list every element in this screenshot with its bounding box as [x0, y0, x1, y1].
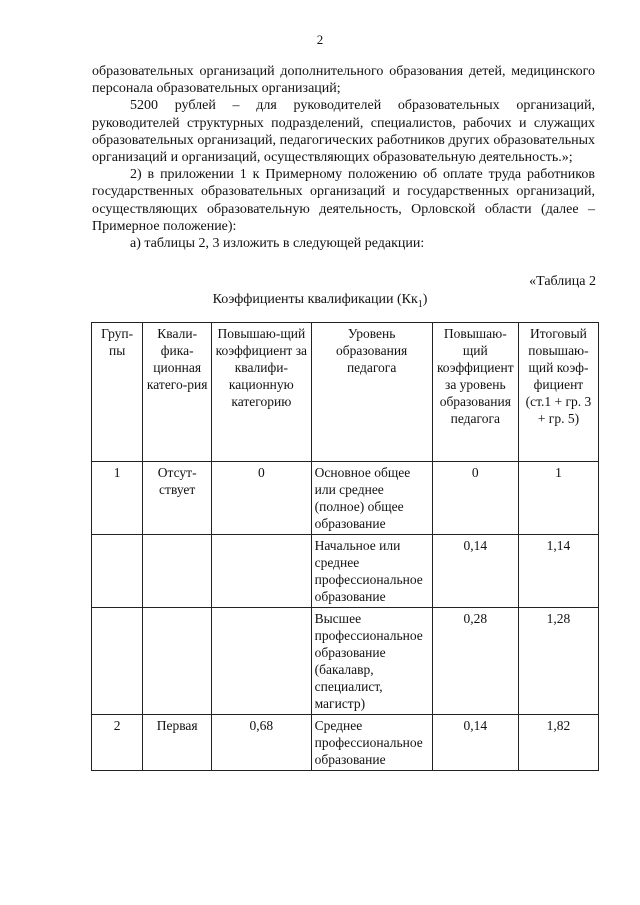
header-cell: Квали-фика-ционная катего-рия [143, 323, 212, 462]
header-cell: Повышаю-щий коэффициент за уровень образования педагога [432, 323, 518, 462]
cell-category-coefficient [212, 608, 312, 715]
table-label: «Таблица 2 [529, 274, 596, 289]
table-title-subscript: 1 [417, 298, 423, 310]
cell-category-coefficient: 0 [212, 462, 312, 535]
paragraph: 5200 рублей – для руководителей образовательных организаций, руководителей структурных подразделений, специалистов, рабочих и служащих образовательных организаций, педагогических работников других образовательных организаций и организаций, осуществляющих образовательную деятельность.»; [92, 98, 595, 166]
table-row [92, 462, 599, 535]
cell-education-level: Основное общее или среднее (полное) общее образование [311, 462, 432, 535]
cell-group [92, 535, 143, 608]
cell-group: 1 [92, 462, 143, 535]
cell-education-coefficient: 0,14 [432, 535, 518, 608]
cell-total-coefficient: 1,82 [518, 715, 598, 771]
cell-education-coefficient: 0,14 [432, 715, 518, 771]
cell-category-coefficient [212, 535, 312, 608]
cell-total-coefficient: 1,28 [518, 608, 598, 715]
cell-category-coefficient: 0,68 [212, 715, 312, 771]
cell-group: 2 [92, 715, 143, 771]
paragraph: а) таблицы 2, 3 изложить в следующей редакции: [130, 236, 425, 252]
cell-category [143, 608, 212, 715]
table-row [92, 535, 599, 608]
cell-education-coefficient: 0,28 [432, 608, 518, 715]
qualification-coefficients-table [91, 322, 599, 771]
cell-category: Первая [143, 715, 212, 771]
table-title-text: Коэффициенты квалификации (Кк [212, 292, 418, 307]
cell-education-level: Среднее профессиональное образование [311, 715, 432, 771]
header-cell: Итоговый повышаю-щий коэф-фициент (ст.1 + гр. 3 + гр. 5) [518, 323, 598, 462]
body-text [92, 63, 595, 252]
cell-total-coefficient: 1 [518, 462, 598, 535]
header-cell: Повышаю-щий коэффициент за квалифи-кационную категорию [212, 323, 312, 462]
table-header-row [92, 323, 599, 462]
table-row [92, 715, 599, 771]
table-row [92, 608, 599, 715]
paragraph: образовательных организаций дополнительного образования детей, медицинского персонала образовательных организаций; [92, 64, 595, 97]
header-cell: Уровень образования педагога [311, 323, 432, 462]
paragraph: 2) в приложении 1 к Примерному положению об оплате труда работников государственных образовательных организаций и государственных организаций, осуществляющих образовательную деятельность, Орловской области (далее – Примерное положение): [92, 167, 595, 234]
cell-category [143, 535, 212, 608]
cell-education-level: Высшее профессиональное образование (бакалавр, специалист, магистр) [311, 608, 432, 715]
table-title [0, 292, 640, 310]
table-title-end: ) [422, 292, 428, 307]
cell-group [92, 608, 143, 715]
cell-education-coefficient: 0 [432, 462, 518, 535]
cell-education-level: Начальное или среднее профессиональное образование [311, 535, 432, 608]
cell-total-coefficient: 1,14 [518, 535, 598, 608]
header-cell: Груп-пы [92, 323, 143, 462]
cell-category: Отсут-ствует [143, 462, 212, 535]
page-number: 2 [316, 32, 324, 47]
